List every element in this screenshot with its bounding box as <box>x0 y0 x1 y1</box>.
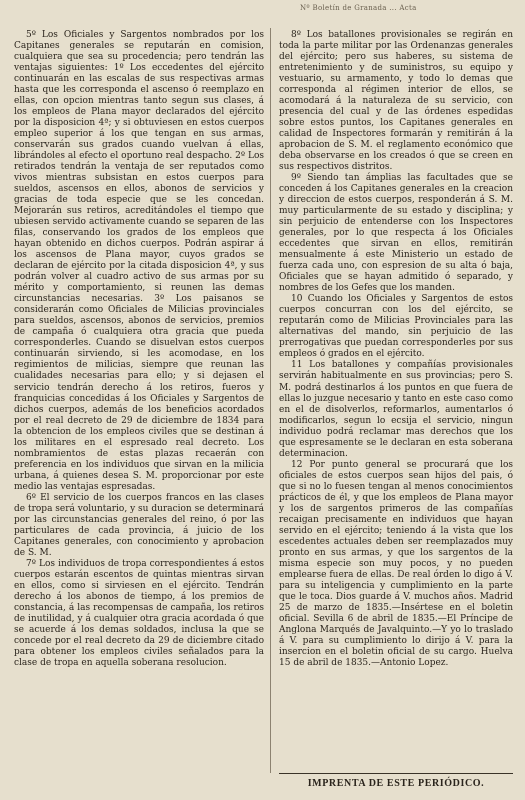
article-12-paragraph <box>279 460 513 669</box>
article-5-paragraph: 5º Los Oficiales y Sargentos nombrados por los Capitanes generales se reputarán en comision, cualquiera que sea su procedencia; pero tendrán las ventajas siguientes: 1º Los eccedentes del ejército continuarán en las escalas de sus respectivas armas hasta que les corresponda el ascenso ó reemplazo en ellas, con opcion mientras tanto segun sus clases, á los empleos de Plana mayor declarados del ejército por la disposicion 4ª; y si obtuviesen en estos cuerpos empleo superior á los que tengan en sus armas, conservarán sus grados cuando vuelvan á ellas, librándoles al efecto el oportuno real despacho. 2º Los retirados tendrán la ventaja de ser reputados como vivos mientras subsistan en estos cuerpos para sueldos, ascensos en ellos, abonos de servicios y gracias de toda especie que se les concedan. Mejorarán sus retiros, acreditándoles el tiempo que ubiesen servido activamente cuando se separen de las filas, conservando los grados de los empleos que hayan obtenido en dichos cuerpos. Podrán aspirar á los ascensos de Plana mayor, cuyos grados se declaran de ejército por la citada disposicion 4ª, y sus podrán volver al cuadro activo de sus armas por su mérito y comportamiento, si reunen las demas circunstancias necesarias. 3º Los paisanos se considerarán como Oficiales de Milicias provinciales para sueldos, ascensos, abonos de servicios, premios de campaña ó cualquiera otra gracia que pueda corresponderles. Cuando se disuelvan estos cuerpos continuarán sirviendo, si les acomodase, en los regimientos de milicias, siempre que reunan las cualidades necesarias para ello; y si dejasen el servicio tendrán derecho á los retiros, fueros y franquicias concedidas á los Oficiales y Sargentos de dichos cuerpos, además de los beneficios acordados por el real decreto de 29 de diciembre de 1834 para la obtencion de los empleos civiles que se destinan á los militares en el espresado real decreto. Los nombramientos de estas plazas recaerán con preferencia en los individuos que sirvan en la milicia urbana, á quienes desea S. M. proporcionar por este medio las ventajas espresadas. <box>14 30 264 492</box>
article-10-paragraph: 10 Cuando los Oficiales y Sargentos de estos cuerpos concurran con los del ejército, se reputarán como de Milicias Provinciales para las alternativas del mando, sin perjuicio de las prerrogativas que puedan corresponderles por sus empleos ó grados en el ejército. <box>279 294 513 360</box>
column-divider <box>270 28 271 773</box>
article-12-number: 12 <box>291 459 303 470</box>
left-column <box>14 30 264 669</box>
article-9-paragraph: 9º Siendo tan ámplias las facultades que se conceden á los Capitanes generales en la creacion y direccion de estos cuerpos, responderán á S. M. muy particularmente de su estado y disciplina; y sin perjuicio de entenderse con los Inspectores generales, por lo que respecta á los Oficiales eccedentes que sirvan en ellos, remitirán mensualmente á este Ministerio un estado de fuerza cada uno, con espresion de su alta ó baja, Oficiales que se hayan admitido ó separado, y nombres de los Gefes que los manden. <box>279 173 513 294</box>
imprint-rule <box>279 773 513 774</box>
article-7-paragraph: 7º Los individuos de tropa correspondientes á estos cuerpos estarán escentos de quintas mientras sirvan en ellos, como si sirviesen en el ejército. Tendrán derecho á los abonos de tiempo, á los premios de constancia, á las recompensas de campaña, los retiros de inutilidad, y á cualquier otra gracia acordada ó que se acuerde á los demas soldados, inclusa la que se concede por el real decreto da 29 de diciembre citado para obtener los empleos civiles señalados para la clase de tropa en aquella soberana resolucion. <box>14 558 264 668</box>
imprint-line: IMPRENTA DE ESTE PERIÓDICO. <box>307 778 485 789</box>
right-column <box>279 30 513 669</box>
article-8-paragraph: 8º Los batallones provisionales se regirán en toda la parte militar por las Ordenanzas generales del ejército; pero sus haberes, su sistema de entretenimiento y de suministros, su equipo y vestuario, su armamento, y todo lo demas que corresponda al régimen interior de ellos, se acomodará á la naturaleza de su servicio, con presencia del cual y de las órdenes espedidas sobre estos puntos, los Capitanes generales en calidad de Inspectores formarán y remitirán á la aprobacion de S. M. el reglamento económico que deba observarse en los creados ó que se creen en sus respectivos distritos. <box>279 30 513 173</box>
article-6-paragraph: 6º El servicio de los cuerpos francos en las clases de tropa será voluntario, y su duracion se determinará por las circunstancias generales del reino, ó por las particulares de cada provincia, á juicio de los Capitanes generales, con conocimiento y aprobacion de S. M. <box>14 492 264 558</box>
article-11-paragraph: 11 Los batallones y compañías provisionales servirán habitualmente en sus provincias; pero S. M. podrá destinarlos á los puntos en que fuera de ellas lo juzgue necesario y tanto en este caso como en el de disolverlos, reformarlos, aumentarlos ó modificarlos, segun lo ecsija el servicio, ningun individuo podrá reclamar mas derechos que los que espresamente se le declaran en esta soberana determinacion. <box>279 360 513 459</box>
article-12-text: Por punto general se procurará que los oficiales de estos cuerpos sean hijos del pais, ó que si no lo fuesen tengan al menos conocimientos prácticos de él, y que los empleos de Plana mayor y los de sargentos primeros de las compañías recaigan precisamente en individuos que hayan servido en el ejército; teniendo á la vista que los escedentes actuales deben ser reemplazados muy pronto en sus armas, y que los sargentos de la misma especie son muy pocos, y no pueden emplearse fuera de ellas. De real órden lo digo á V. para su inteligencia y cumplimiento en la parte que le toca. Dios guarde á V. muchos años. Madrid 25 de marzo de 1835.—Insértese en el boletin oficial. Sevilla 6 de abril de 1835.—El Príncipe de Anglona Marqués de Javalquinto.—Y yo lo traslado á V. para su cumplimiento lo dirijo á V. para la insercion en el boletin oficial de su cargo. Huelva 15 de abril de 1835.—Antonio Lopez. <box>279 459 513 668</box>
running-head: Nº Boletín de Granada ... Acta <box>300 4 417 12</box>
